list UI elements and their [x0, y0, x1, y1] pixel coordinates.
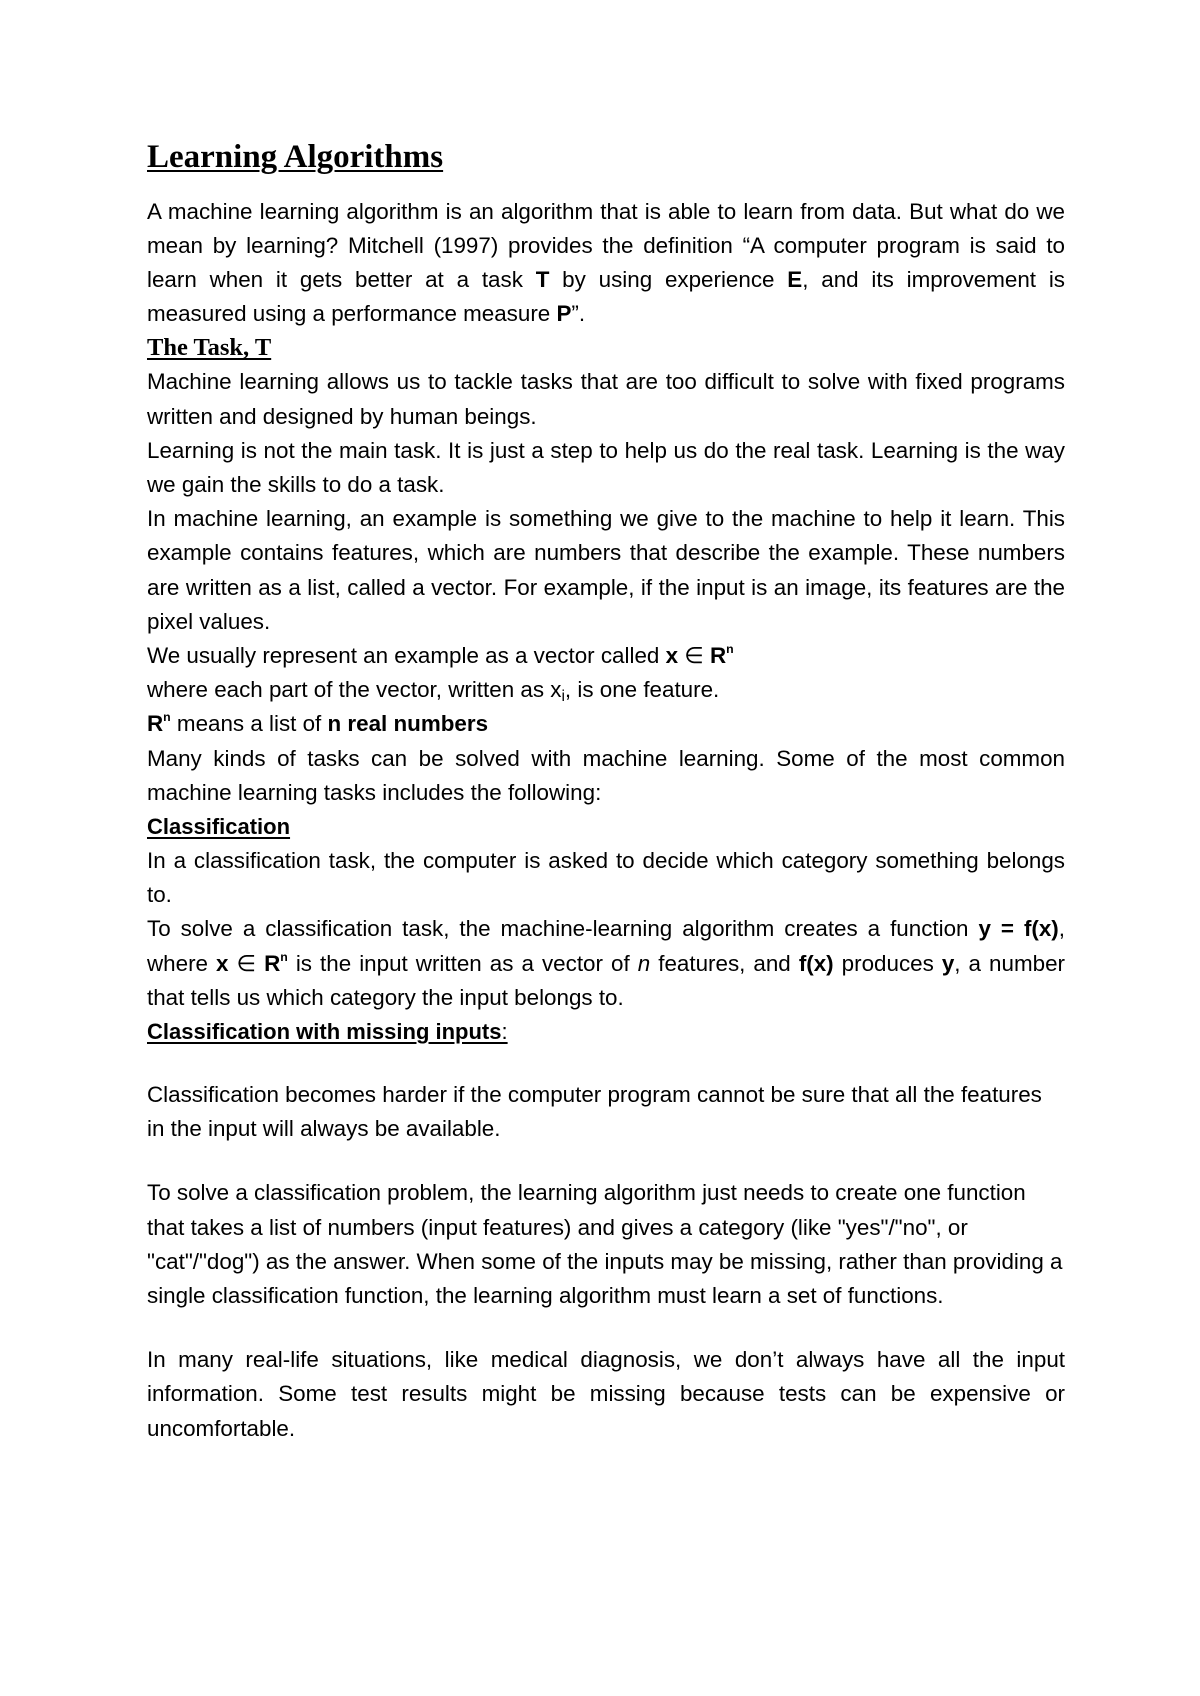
- definition-quote: “A computer program is said to learn when it gets better at a task T by using experience E, and its improvement is measured using a performance measure P”.: [147, 232, 1065, 327]
- subheading-missing-inputs: Classification with missing inputs:: [147, 1019, 508, 1045]
- document-page: [147, 138, 1065, 1446]
- document-title: Learning Algorithms: [147, 139, 444, 175]
- missing-paragraph-1: Classification becomes harder if the computer program cannot be sure that all the features in the input will always be available.: [147, 1082, 1042, 1142]
- intro-paragraph: [147, 195, 1065, 332]
- task-paragraph-1: Machine learning allows us to tackle tasks that are too difficult to solve with fixed programs written and designed by human beings.: [147, 369, 1065, 429]
- spacer: [147, 1313, 1065, 1343]
- missing-paragraph-3: In many real-life situations, like medical diagnosis, we don’t always have all the input information. Some test results might be missing because tests can be expensive or uncomfortable.: [147, 1347, 1065, 1441]
- real-numbers-line: $R^n$ means a list of n real numbers: [147, 710, 489, 737]
- missing-paragraph-2: To solve a classification problem, the learning algorithm just needs to create one function that takes a list of numbers (input features) and gives a category (like "yes"/"no", or "cat"/"dog") as the answer. When some of the inputs may be missing, rather than providing a single classification function, the learning algorithm must learn a set of functions.: [147, 1180, 1063, 1309]
- task-paragraph-3: In machine learning, an example is something we give to the machine to help it learn. This example contains features, which are numbers that describe the example. These numbers are written as a list, called a vector. For example, if the input is an image, its features are the pixel values.: [147, 506, 1065, 634]
- spacer: [147, 1146, 1065, 1176]
- task-paragraph-2: Learning is not the main task. It is just a step to help us do the real task. Learning is the way we gain the skills to do a task.: [147, 437, 1065, 498]
- intro-line-2: But what do we mean by learning? Mitchell (1997) provides the definition: [147, 198, 1065, 258]
- spacer: [147, 1049, 1065, 1078]
- intro-line-1: A machine learning algorithm is an algorithm that is able to learn from data.: [147, 198, 902, 224]
- subheading-classification: Classification: [147, 814, 291, 840]
- classification-paragraph-1: In a classification task, the computer is asked to decide which category something belongs to.: [147, 848, 1065, 908]
- section-heading-task: The Task, T: [147, 334, 272, 362]
- classification-function-paragraph: To solve a classification task, the machine-learning algorithm creates a function y = f(x), where x ∈ $R^n$ is the input written as a vector of n features, and f(x) produces y, a number that tells us which category the input belongs to.: [147, 916, 1065, 1010]
- vector-part-line: where each part of the vector, written as $x_i$, is one feature.: [147, 677, 720, 706]
- task-paragraph-4: Many kinds of tasks can be solved with machine learning. Some of the most common machine learning tasks includes the following:: [147, 745, 1065, 805]
- vector-representation-line: We usually represent an example as a vector called x ∈ $R^n$: [147, 642, 734, 669]
